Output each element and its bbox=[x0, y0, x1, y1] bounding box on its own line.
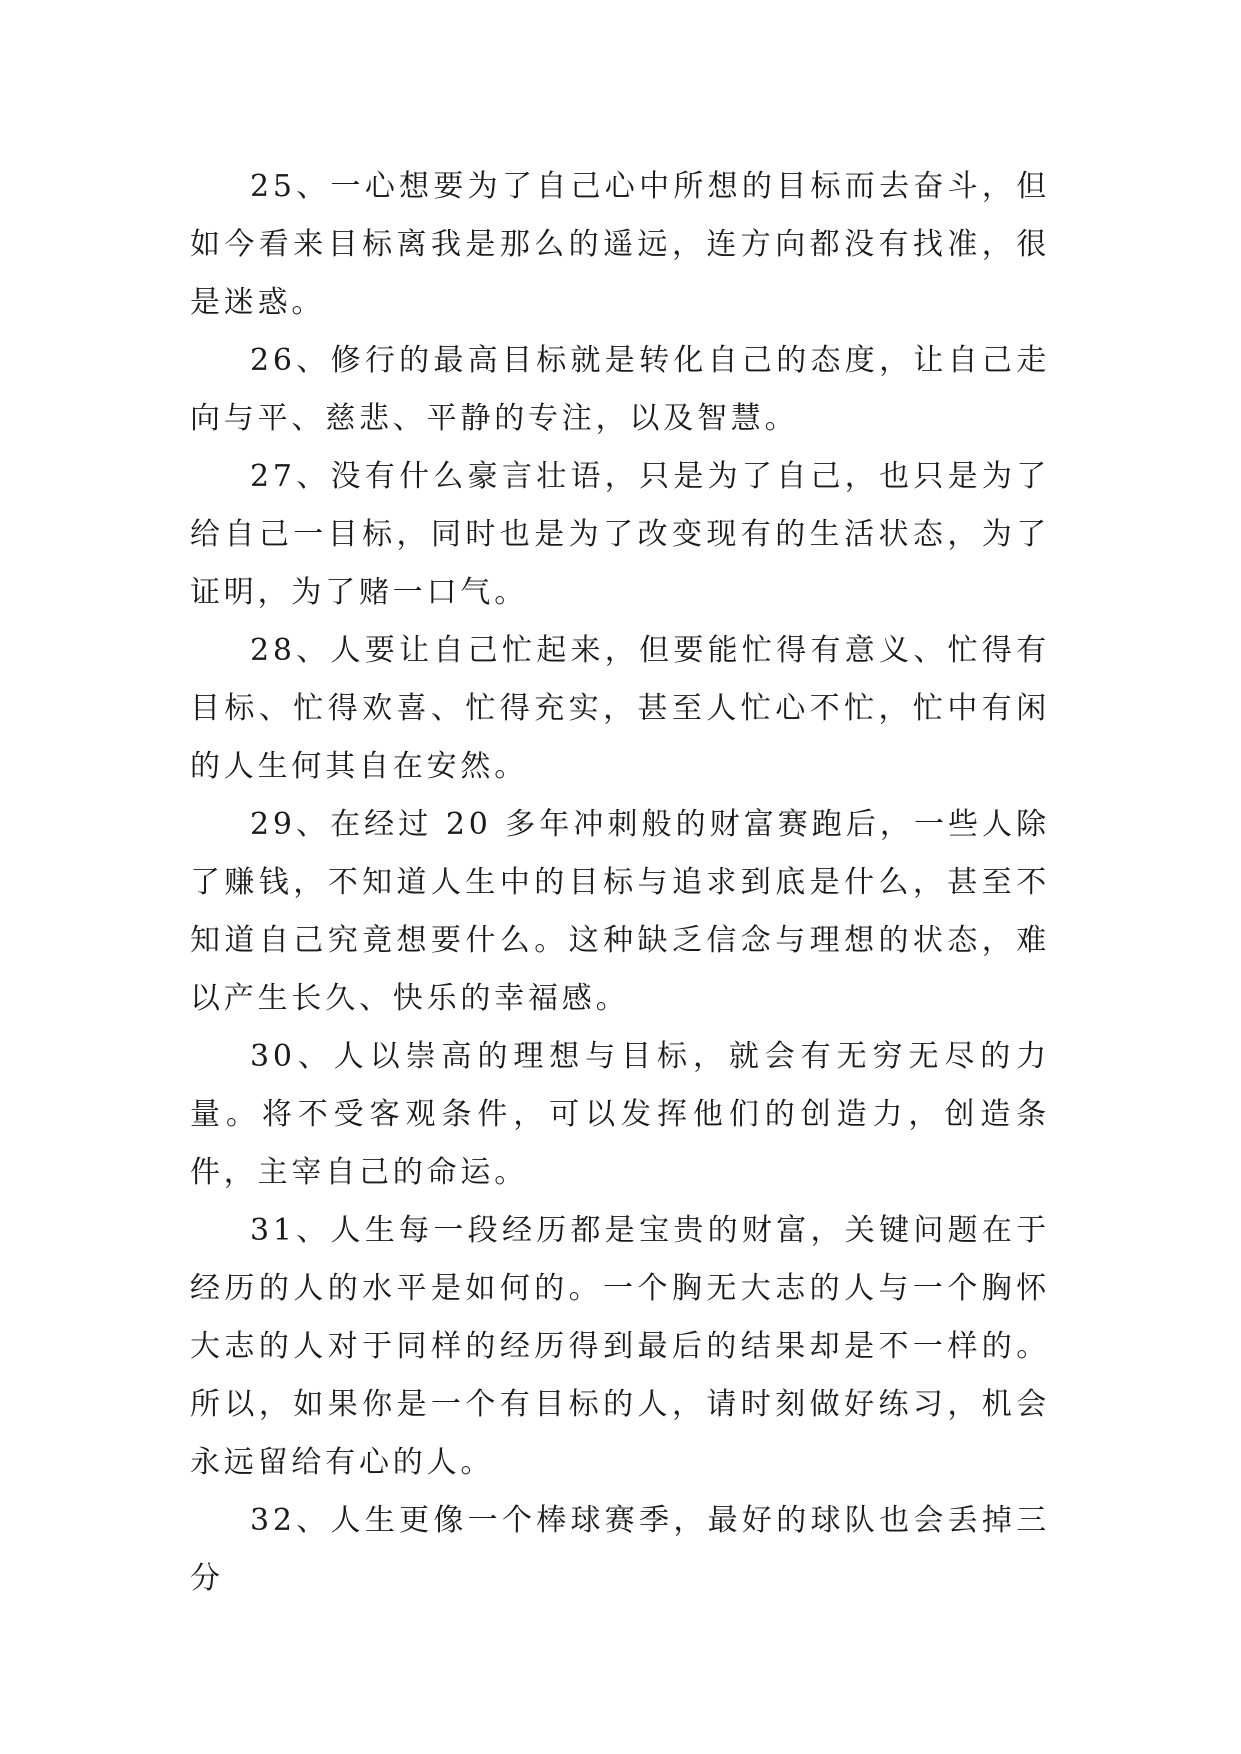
paragraph-32: 32、人生更像一个棒球赛季，最好的球队也会丢掉三分 bbox=[190, 1503, 1050, 1596]
paragraph-26: 26、修行的最高目标就是转化自己的态度，让自己走向与平、慈悲、平静的专注，以及智慧。 bbox=[190, 343, 1050, 436]
paragraph-27: 27、没有什么豪言壮语，只是为了自己，也只是为了给自己一目标，同时也是为了改变现有的生活状态，为了证明，为了赌一口气。 bbox=[190, 459, 1050, 610]
paragraph-25: 25、一心想要为了自己心中所想的目标而去奋斗，但如今看来目标离我是那么的遥远，连方向都没有找准，很是迷惑。 bbox=[190, 169, 1050, 320]
document-body bbox=[190, 158, 1050, 1608]
paragraph-29: 29、在经过 20 多年冲刺般的财富赛跑后，一些人除了赚钱，不知道人生中的目标与追求到底是什么，甚至不知道自己究竟想要什么。这种缺乏信念与理想的状态，难以产生长久、快乐的幸福感。 bbox=[190, 807, 1050, 1016]
paragraph-28: 28、人要让自己忙起来，但要能忙得有意义、忙得有目标、忙得欢喜、忙得充实，甚至人忙心不忙，忙中有闲的人生何其自在安然。 bbox=[190, 633, 1050, 784]
paragraph-31: 31、人生每一段经历都是宝贵的财富，关键问题在于经历的人的水平是如何的。一个胸无大志的人与一个胸怀大志的人对于同样的经历得到最后的结果却是不一样的。所以，如果你是一个有目标的人，请时刻做好练习，机会永远留给有心的人。 bbox=[190, 1213, 1050, 1480]
paragraph-30: 30、人以崇高的理想与目标，就会有无穷无尽的力量。将不受客观条件，可以发挥他们的创造力，创造条件，主宰自己的命运。 bbox=[190, 1039, 1050, 1190]
